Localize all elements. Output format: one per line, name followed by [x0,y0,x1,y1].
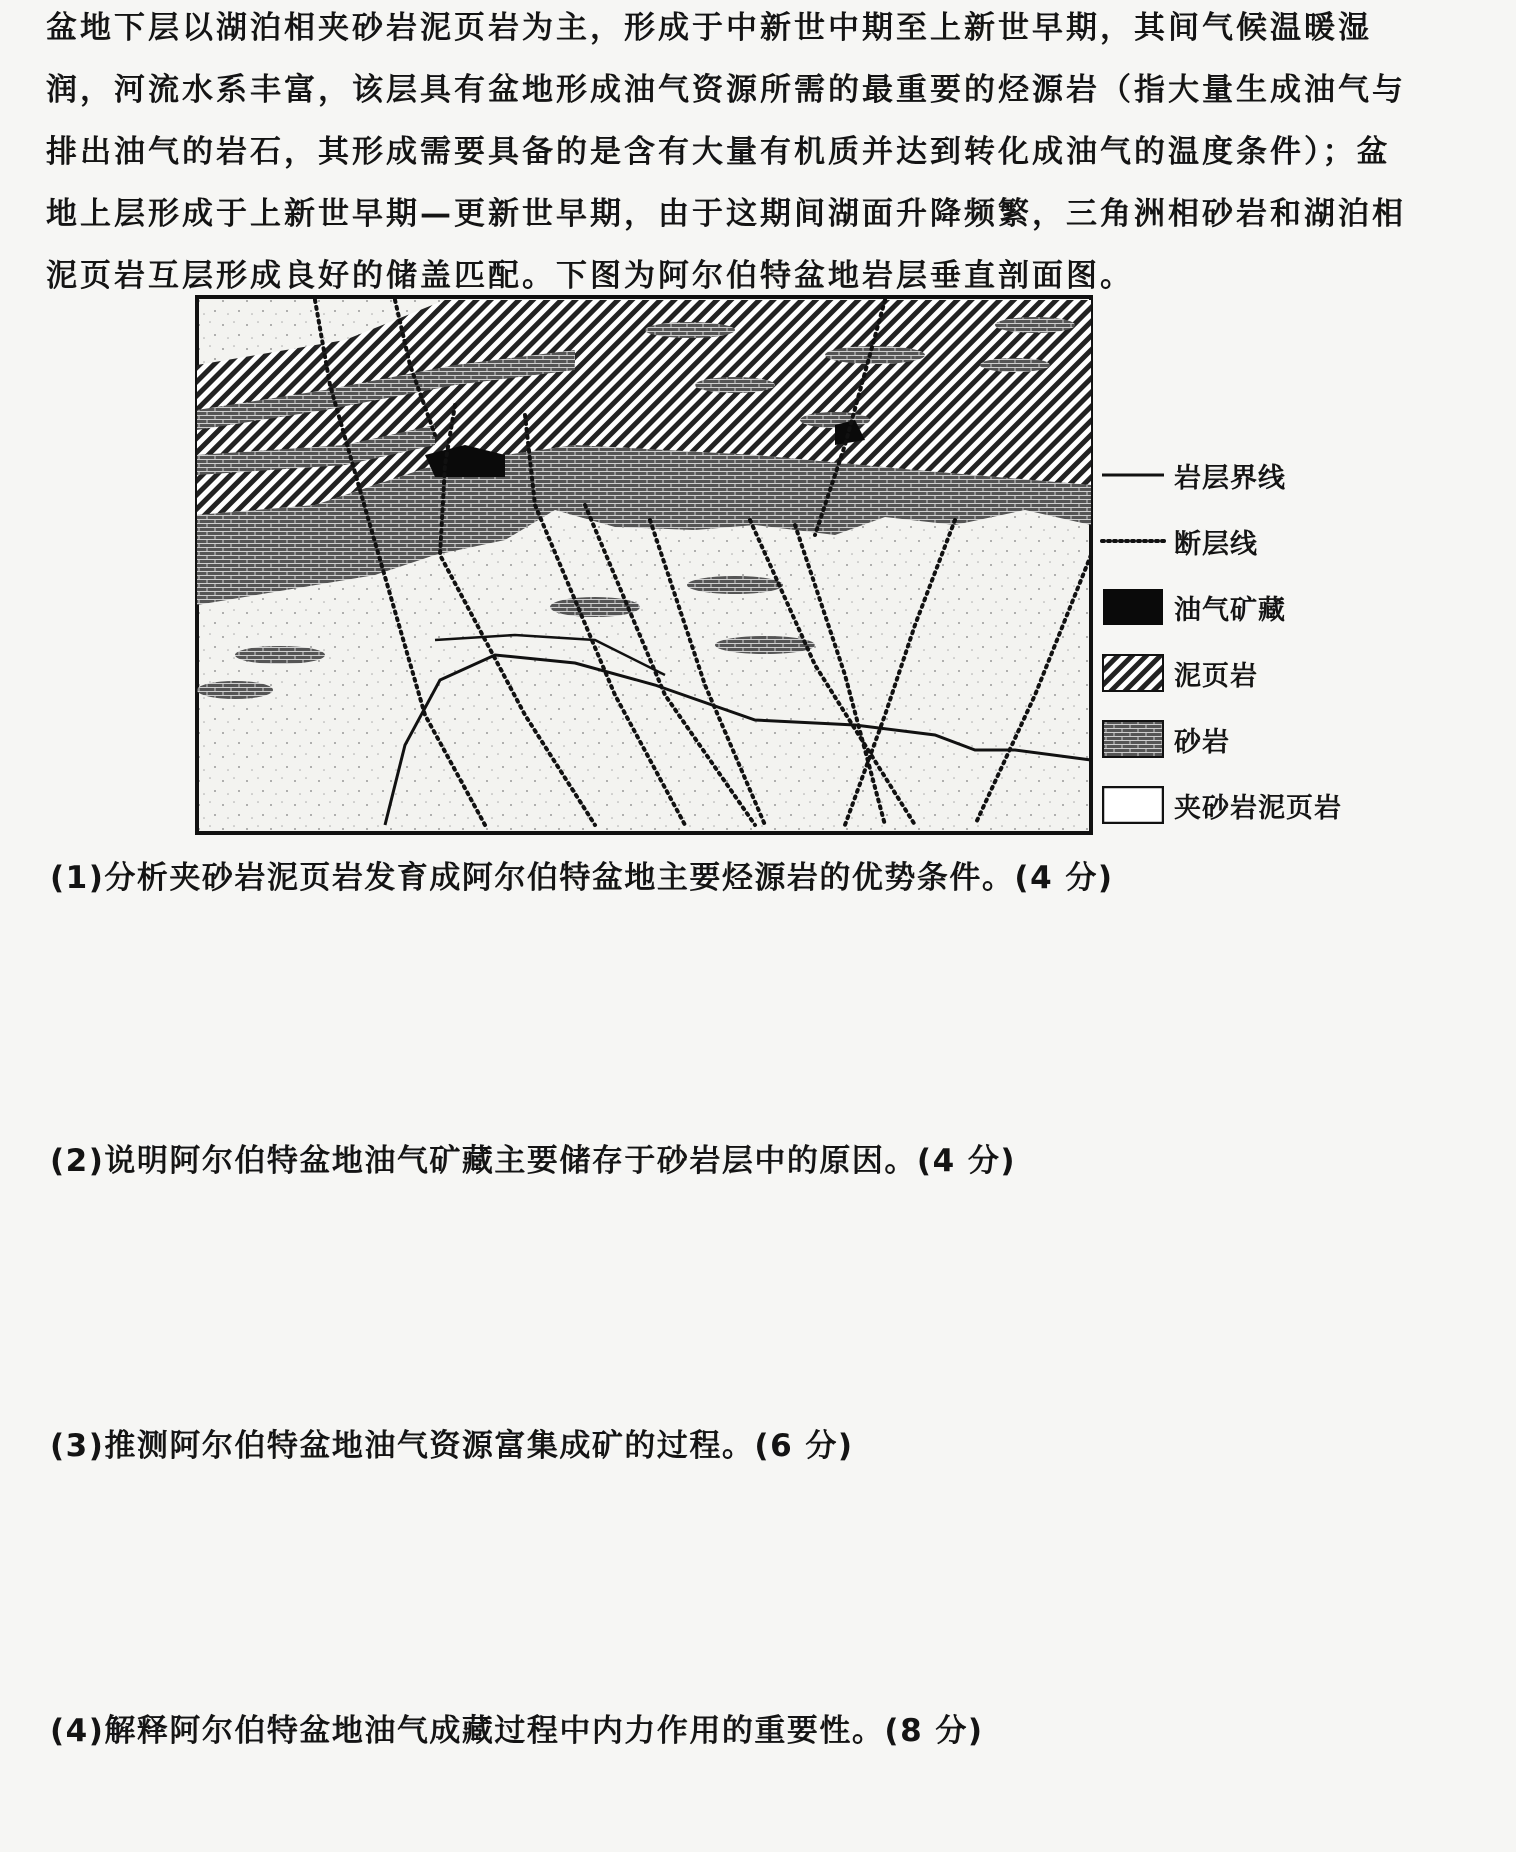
legend-label: 夹砂岩泥页岩 [1174,792,1342,824]
lower-sandstone-lens-5 [715,636,815,654]
sandstone-lens-1 [825,346,925,364]
legend-item-sandstone [1100,714,1230,764]
sandstone-lens-4 [995,317,1075,333]
legend-item-mixed [1100,780,1342,830]
intro-line-5: 泥页岩互层形成良好的储盖匹配。下图为阿尔伯特盆地岩层垂直剖面图。 [46,258,1134,294]
intro-line-3: 排出油气的岩石，其形成需要具备的是含有大量有机质并达到转化成油气的温度条件）；盆 [46,134,1391,170]
legend-label: 岩层界线 [1174,462,1286,494]
solid-line-icon [1100,456,1166,494]
question-1: (1)分析夹砂岩泥页岩发育成阿尔伯特盆地主要烃源岩的优势条件。(4 分) [50,860,1114,896]
hatch-icon [1100,654,1166,692]
sandstone-lens-2 [695,377,775,393]
legend-item-shale [1100,648,1258,698]
legend-label: 泥页岩 [1174,660,1258,692]
sandstone-lens-6 [980,358,1050,372]
lower-sandstone-lens-4 [687,576,783,594]
lower-sandstone-lens-2 [197,681,273,699]
blank-box-icon [1100,786,1166,824]
intro-line-2: 润，河流水系丰富，该层具有盆地形成油气资源所需的最重要的烃源岩（指大量生成油气与 [46,72,1406,108]
lower-sandstone-lens-1 [235,646,325,664]
intro-line-1: 盆地下层以湖泊相夹砂岩泥页岩为主，形成于中新世中期至上新世早期，其间气候温暖湿 [46,10,1372,46]
legend-label: 砂岩 [1174,726,1230,758]
dotted-line-icon [1100,522,1166,560]
question-3: (3)推测阿尔伯特盆地油气资源富集成矿的过程。(6 分) [50,1428,854,1464]
legend-label: 断层线 [1174,528,1258,560]
legend-item-fault [1100,516,1258,566]
legend-item-boundary [1100,450,1286,500]
intro-line-4: 地上层形成于上新世早期—更新世早期，由于这期间湖面升降频繁，三角洲相砂岩和湖泊相 [46,196,1406,232]
question-2: (2)说明阿尔伯特盆地油气矿藏主要储存于砂岩层中的原因。(4 分) [50,1143,1017,1179]
sandstone-lens-5 [645,322,735,338]
question-4: (4)解释阿尔伯特盆地油气成藏过程中内力作用的重要性。(8 分) [50,1713,984,1749]
legend-label: 油气矿藏 [1174,594,1286,626]
black-fill-icon [1100,588,1166,626]
legend [1100,450,1500,830]
cross-section-figure [195,295,1093,835]
legend-item-oil [1100,582,1286,632]
brick-icon [1100,720,1166,758]
